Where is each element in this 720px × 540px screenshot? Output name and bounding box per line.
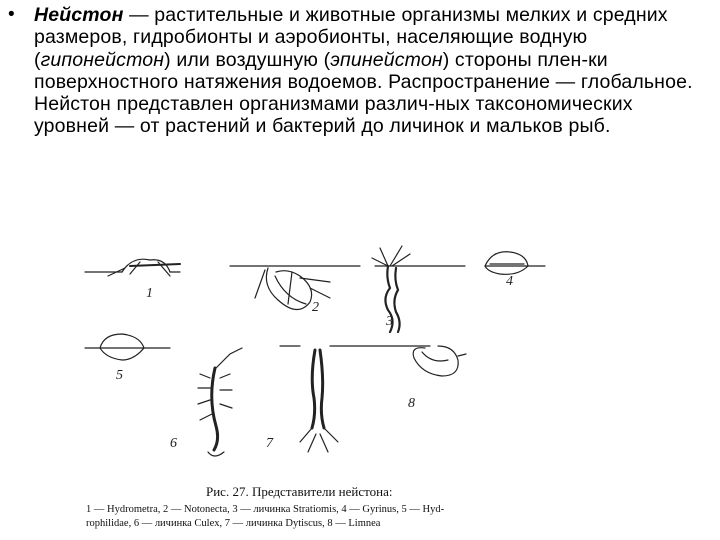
figure-number-2: 2	[312, 300, 319, 315]
term-neuston: Нейстон	[34, 4, 124, 26]
figure-caption-title: Рис. 27. Представители нейстона:	[206, 484, 393, 499]
definition-part-2: ) или воздушную (	[164, 48, 331, 71]
figure-caption-line-2: rophilidae, 6 — личинка Culex, 7 — личинка Dytiscus, 8 — Limnea	[86, 518, 381, 529]
figure-number-1: 1	[146, 286, 153, 301]
bullet-paragraph	[8, 4, 708, 138]
definition-text	[34, 4, 694, 138]
figure-number-5: 5	[116, 368, 123, 383]
figure-caption-line-1: 1 — Hydrometra, 2 — Notonecta, 3 — личинка Stratiomis, 4 — Gyrinus, 5 — Hyd-	[86, 504, 445, 515]
figure-number-3: 3	[386, 314, 393, 329]
term-hyponeuston: гипонейстон	[40, 48, 165, 71]
term-epineuston: эпинейстон	[330, 48, 443, 71]
figure-number-7: 7	[266, 436, 273, 451]
figure-number-8: 8	[408, 396, 415, 411]
definition-part-1: — растительные и животные организмы мелких и средних размеров, гидробионты и аэробионты, населяющие водную (	[34, 4, 668, 71]
figure-number-6: 6	[170, 436, 177, 451]
bullet-marker: •	[8, 4, 15, 25]
figure-number-4: 4	[506, 274, 513, 289]
definition-part-3: ) стороны плен-ки поверхностного натяжения водоемов. Распространение — глобальное. Нейстон представлен организмами различ-ных таксономических уровней — от растений и бактерий до личинок и мальков рыб.	[34, 48, 693, 138]
